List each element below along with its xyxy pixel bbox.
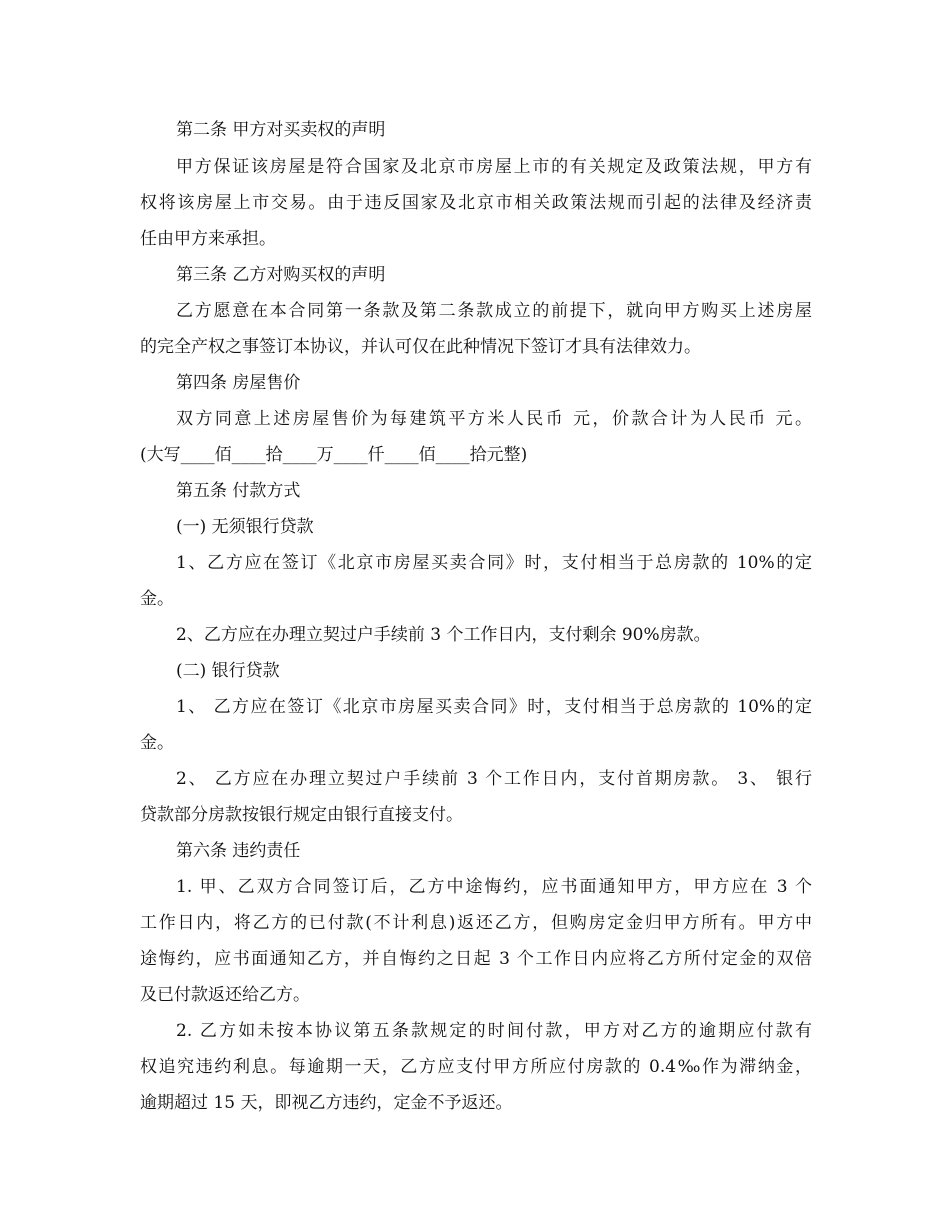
article-5-section-1-item-2: 2、乙方应在办理立契过户手续前 3 个工作日内，支付剩余 90%房款。 (176, 625, 711, 645)
article-5-section-2-item-1-line-1: 1、 乙方应在签订《北京市房屋买卖合同》时，支付相当于总房款的 10%的定 (176, 697, 812, 717)
article-2-text-line-2: 权将该房屋上市交易。由于违反国家及北京市相关政策法规而引起的法律及经济责 (140, 193, 812, 213)
article-6-item-2-line-3: 逾期超过 15 天，即视乙方违约，定金不予返还。 (140, 1093, 513, 1113)
article-5-heading: 第五条 付款方式 (176, 481, 301, 501)
article-5-section-2-item-1-line-2: 金。 (140, 733, 174, 753)
article-5-section-2-item-3-line-2: 贷款部分房款按银行规定由银行直接支付。 (140, 805, 463, 825)
article-6-item-1-line-2: 工作日内，将乙方的已付款(不计利息)返还乙方，但购房定金归甲方所有。甲方中 (140, 913, 812, 933)
article-6-item-1-line-4: 及已付款返还给乙方。 (140, 985, 310, 1005)
article-6-item-2-line-2: 权追究违约利息。每逾期一天，乙方应支付甲方所应付房款的 0.4‰作为滞纳金， (140, 1057, 812, 1077)
article-2-text-line-1: 甲方保证该房屋是符合国家及北京市房屋上市的有关规定及政策法规，甲方有 (176, 157, 812, 177)
article-6-item-1-line-1: 1. 甲、乙双方合同签订后，乙方中途悔约，应书面通知甲方，甲方应在 3 个 (176, 877, 812, 897)
article-6-heading: 第六条 违约责任 (176, 841, 301, 861)
article-3-text-line-1: 乙方愿意在本合同第一条款及第二条款成立的前提下，就向甲方购买上述房屋 (176, 301, 812, 321)
article-5-section-1-heading: (一) 无须银行贷款 (176, 517, 314, 537)
article-6-item-1-line-3: 途悔约，应书面通知乙方，并自悔约之日起 3 个工作日内应将乙方所付定金的双倍 (140, 949, 812, 969)
article-2-heading: 第二条 甲方对买卖权的声明 (176, 120, 386, 140)
article-5-section-2-item-2-line-1: 2、 乙方应在办理立契过户手续前 3 个工作日内，支付首期房款。 3、 银行 (176, 769, 812, 789)
article-4-amount-in-words: (大写____佰____拾____万____仟____佰____拾元整) (140, 445, 528, 465)
article-4-text-line-1: 双方同意上述房屋售价为每建筑平方米人民币 元，价款合计为人民币 元。 (176, 409, 812, 429)
article-3-heading: 第三条 乙方对购买权的声明 (176, 265, 386, 285)
article-5-section-1-item-1-line-1: 1、乙方应在签订《北京市房屋买卖合同》时，支付相当于总房款的 10%的定 (176, 553, 812, 573)
article-5-section-2-heading: (二) 银行贷款 (176, 661, 280, 681)
article-2-text-line-3: 任由甲方来承担。 (140, 229, 276, 249)
article-3-text-line-2: 的完全产权之事签订本协议，并认可仅在此种情况下签订才具有法律效力。 (140, 337, 701, 357)
article-4-heading: 第四条 房屋售价 (176, 373, 301, 393)
article-5-section-1-item-1-line-2: 金。 (140, 589, 174, 609)
article-6-item-2-line-1: 2. 乙方如未按本协议第五条款规定的时间付款，甲方对乙方的逾期应付款有 (176, 1021, 812, 1041)
